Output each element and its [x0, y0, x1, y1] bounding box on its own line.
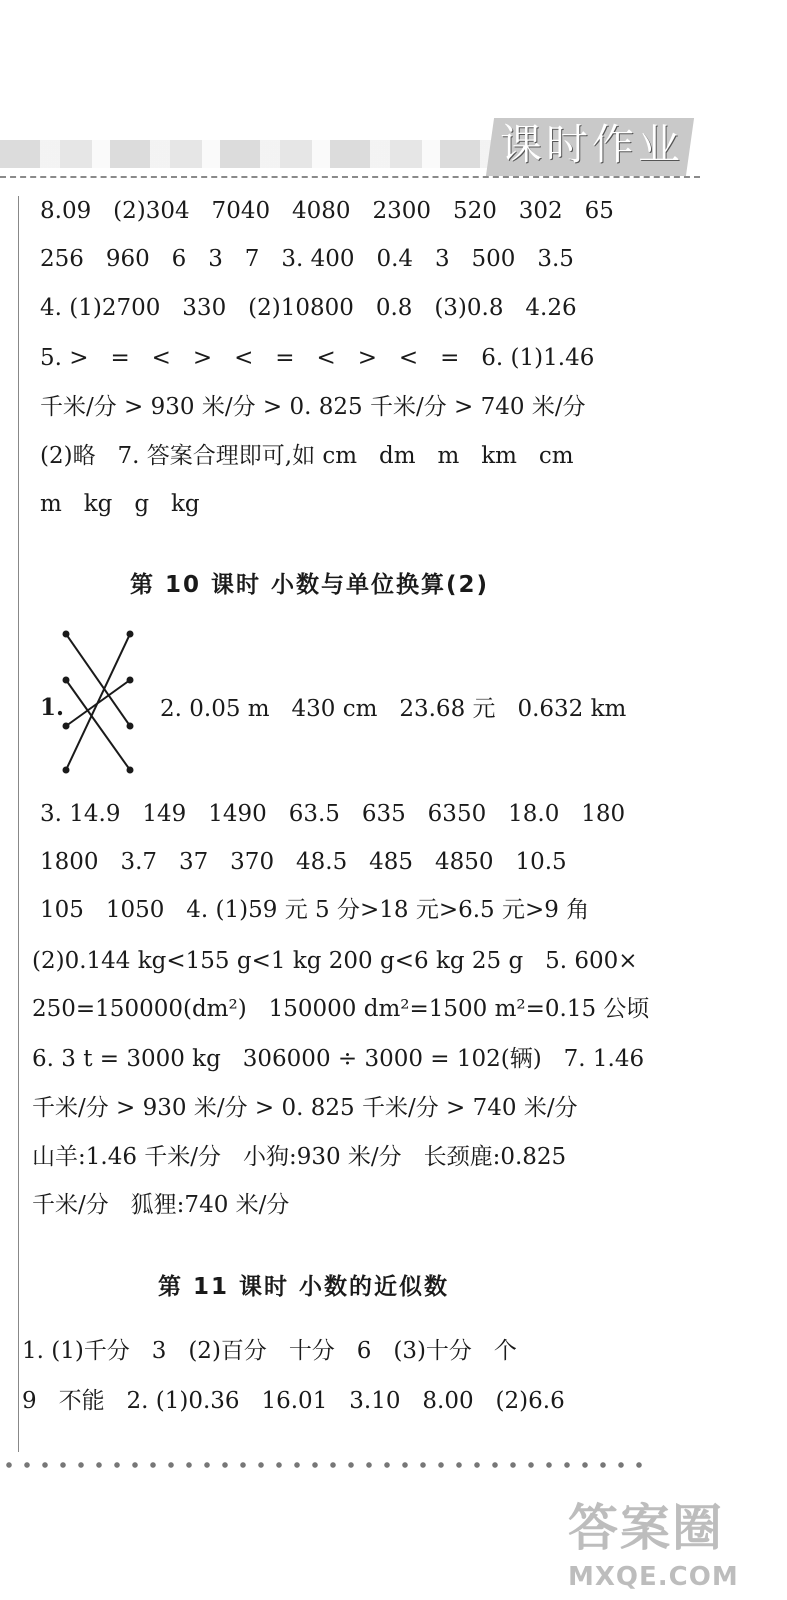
watermark-logo-text: 答案圈 — [568, 1499, 724, 1557]
lesson-10-heading: 第 10 课时 小数与单位换算(2) — [130, 572, 490, 598]
match-dot — [63, 767, 70, 774]
match-dot — [63, 631, 70, 638]
match-dot — [63, 677, 70, 684]
answer-line: m kg g kg — [40, 491, 200, 517]
answer-line: 1. (1)千分 3 (2)百分 十分 6 (3)十分 个 — [22, 1338, 517, 1364]
answer-line: 6. 3 t = 3000 kg 306000 ÷ 3000 = 102(辆) 7. 1.46 — [32, 1046, 645, 1072]
match-dot — [127, 723, 134, 730]
match-dot — [127, 767, 134, 774]
margin-rule — [18, 196, 19, 1452]
question-2-answer: 2. 0.05 m 430 cm 23.68 元 0.632 km — [160, 696, 627, 722]
matching-lines-diagram — [58, 628, 148, 778]
answer-line: 千米/分 > 930 米/分 > 0. 825 千米/分 > 740 米/分 — [40, 394, 586, 420]
answer-line: 千米/分 > 930 米/分 > 0. 825 千米/分 > 740 米/分 — [32, 1095, 578, 1121]
answer-line: 250=150000(dm²) 150000 dm²=1500 m²=0.15 公顷 — [32, 996, 650, 1022]
answer-line: 山羊:1.46 千米/分 小狗:930 米/分 长颈鹿:0.825 — [32, 1144, 567, 1170]
answer-line: 8.09 (2)304 7040 4080 2300 520 302 65 — [40, 198, 614, 224]
match-dot — [127, 631, 134, 638]
question-1-label: 1. — [40, 694, 65, 721]
answer-line: (2)略 7. 答案合理即可,如 cm dm m km cm — [40, 443, 574, 469]
match-dot — [127, 677, 134, 684]
answer-line: 4. (1)2700 330 (2)10800 0.8 (3)0.8 4.26 — [40, 295, 577, 321]
answer-line: 3. 14.9 149 1490 63.5 635 6350 18.0 180 — [40, 801, 626, 827]
match-line — [66, 680, 130, 770]
lesson-11-heading: 第 11 课时 小数的近似数 — [158, 1274, 450, 1300]
match-dot — [63, 723, 70, 730]
match-line — [66, 680, 130, 726]
header-divider — [0, 176, 700, 178]
answer-line: 9 不能 2. (1)0.36 16.01 3.10 8.00 (2)6.6 — [22, 1388, 565, 1414]
answer-line: 256 960 6 3 7 3. 400 0.4 3 500 3.5 — [40, 246, 574, 272]
watermark-url: MXQE.COM — [568, 1562, 739, 1592]
answer-line: 1800 3.7 37 370 48.5 485 4850 10.5 — [40, 849, 567, 875]
match-line — [66, 634, 130, 726]
watermark — [568, 1488, 739, 1592]
header-band — [0, 140, 500, 168]
answer-line: (2)0.144 kg<155 g<1 kg 200 g<6 kg 25 g 5. 600× — [32, 948, 638, 974]
answer-line: 105 1050 4. (1)59 元 5 分>18 元>6.5 元>9 角 — [40, 897, 590, 923]
brand-title: 课时作业 — [500, 120, 685, 169]
answer-line: 5. > = < > < = < > < = 6. (1)1.46 — [40, 345, 595, 371]
dotted-footer — [0, 1458, 650, 1472]
answer-line: 千米/分 狐狸:740 米/分 — [32, 1192, 290, 1218]
